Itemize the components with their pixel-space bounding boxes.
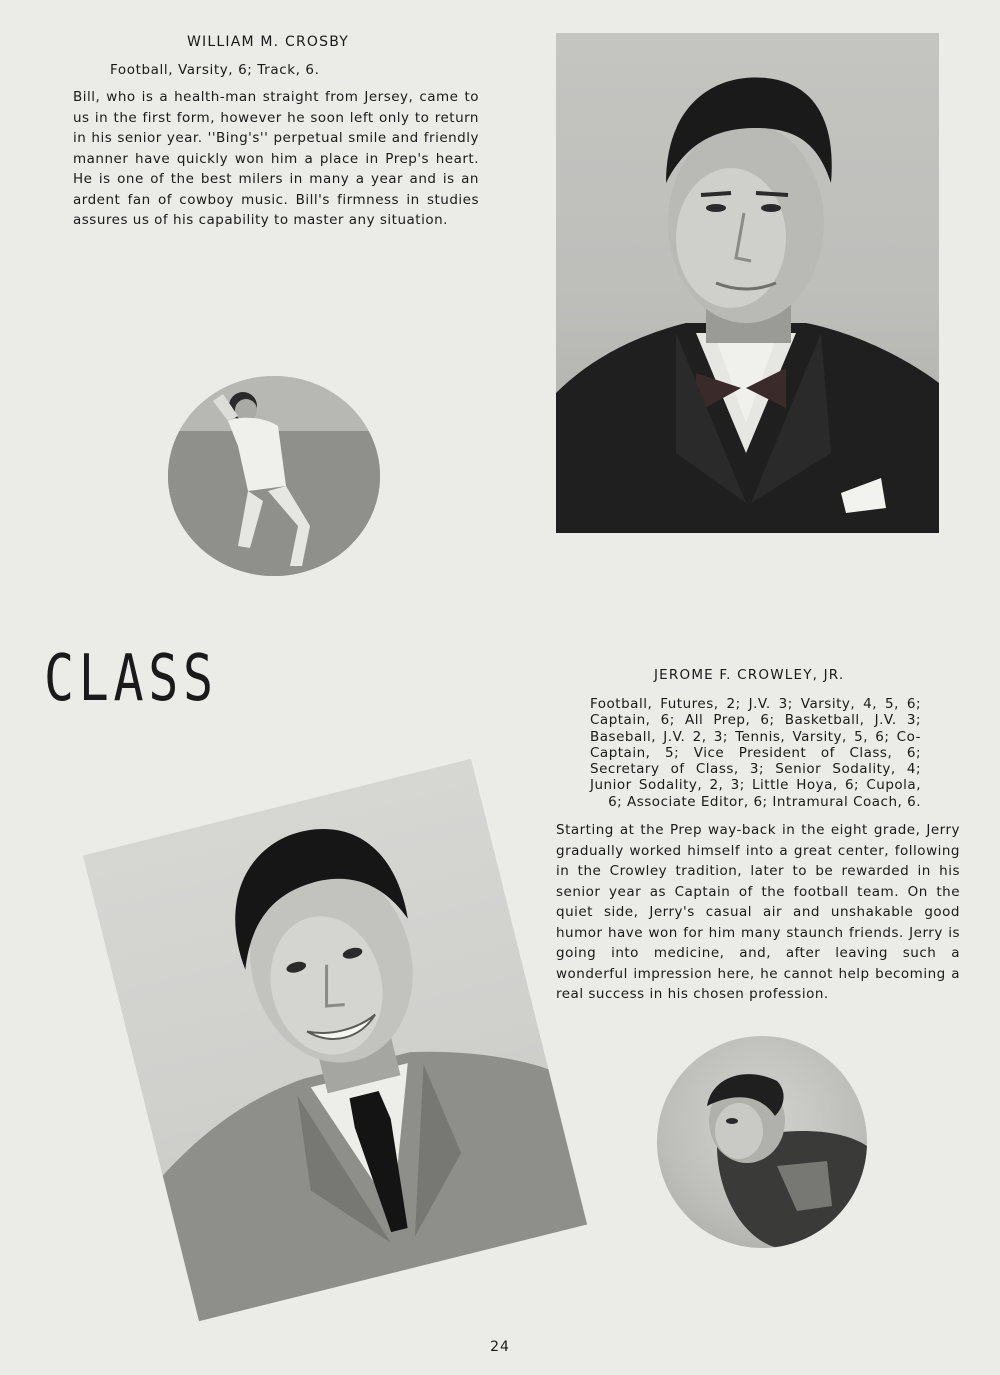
crowley-portrait-figure [83, 759, 587, 1322]
crowley-portrait-photo [83, 759, 587, 1322]
crosby-portrait-figure [556, 33, 939, 533]
crosby-portrait-photo [556, 33, 939, 533]
section-heading: CLASS [44, 642, 218, 716]
crowley-action-figure [657, 1036, 867, 1248]
crosby-activities: Football, Varsity, 6; Track, 6. [110, 62, 320, 78]
crosby-action-photo [168, 376, 380, 576]
crowley-action-photo [657, 1036, 867, 1248]
page-number: 24 [490, 1339, 510, 1355]
crosby-action-figure [168, 376, 380, 576]
crowley-activities: Football, Futures, 2; J.V. 3; Varsity, 4, 5, 6; Captain, 6; All Prep, 6; Basketball, J.V. 3; Baseball, J.V. 2, 3; Tennis, Varsity, 5, 6; Co-Captain, 5; Vice President of Class, 6; Secretary of Class, 3; Senior Sodality, 4; Junior Sodality, 2, 3; Little Hoya, 6; Cupola, 6; Associate Editor, 6; Intramural Coach, 6. [590, 696, 921, 810]
crosby-name: WILLIAM M. CROSBY [187, 34, 349, 50]
crowley-bio: Starting at the Prep way-back in the eight grade, Jerry gradually worked himself into a great center, following in the Crowley tradition, later to be rewarded in his senior year as Captain of the football team. On the quiet side, Jerry's casual air and unshakable good humor have won for him many staunch friends. Jerry is going into medicine, and, after leaving such a wonderful impression here, he cannot help becoming a real success in his chosen profession. [556, 822, 960, 1002]
crosby-bio: Bill, who is a health-man straight from Jersey, came to us in the first form, however he soon left only to return in his senior year. ''Bing's'' perpetual smile and friendly manner have quickly won him a place in Prep's heart. He is one of the best milers in many a year and is an ardent fan of cowboy music. Bill's firmness in studies assures us of his capability to master any situation. [73, 89, 479, 228]
crowley-name: JEROME F. CROWLEY, JR. [654, 667, 845, 683]
